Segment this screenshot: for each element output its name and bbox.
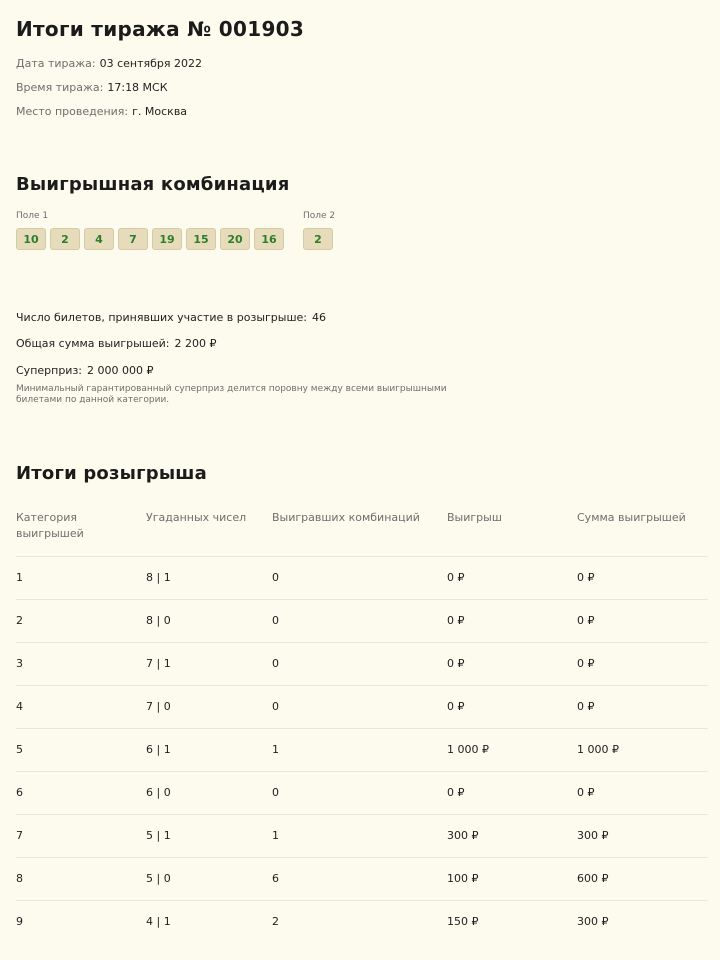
header-prize: Выигрыш [447, 511, 502, 524]
winning-combination-title: Выигрышная комбинация [16, 174, 290, 195]
prize-cell: 300 ₽ [447, 814, 577, 857]
field2-number-ball: 2 [303, 228, 333, 250]
total-cell: 0 ₽ [577, 771, 708, 814]
category-cell: 5 [16, 728, 146, 771]
tickets-value: 46 [312, 311, 327, 324]
category-cell: 4 [16, 685, 146, 728]
field1-number-ball: 16 [254, 228, 284, 250]
superprize-value: 2 000 000 ₽ [87, 364, 154, 377]
winning-combos-cell: 2 [272, 900, 447, 943]
field1-number-ball: 4 [84, 228, 114, 250]
winning-combos-cell: 0 [272, 556, 447, 599]
field1-number-ball: 7 [118, 228, 148, 250]
place-value: г. Москва [132, 105, 188, 118]
field1-label: Поле 1 [16, 211, 49, 221]
total-winnings-label: Общая сумма выигрышей: [16, 337, 170, 350]
prize-cell: 0 ₽ [447, 556, 577, 599]
matched-cell: 7 | 0 [146, 685, 272, 728]
winning-combos-cell: 1 [272, 728, 447, 771]
matched-cell: 6 | 1 [146, 728, 272, 771]
superprize-label: Суперприз: [16, 364, 83, 377]
matched-cell: 7 | 1 [146, 642, 272, 685]
tickets-label: Число билетов, принявших участие в розыгрыше: [16, 311, 308, 324]
category-cell: 9 [16, 900, 146, 943]
results-title: Итоги розыгрыша [16, 463, 207, 484]
table-row [16, 556, 708, 599]
matched-cell: 5 | 1 [146, 814, 272, 857]
field1-number-ball: 10 [16, 228, 46, 250]
winning-combos-cell: 1 [272, 814, 447, 857]
category-cell: 7 [16, 814, 146, 857]
field1-number-ball: 15 [186, 228, 216, 250]
place-row [16, 105, 187, 118]
tickets-stat [16, 311, 326, 324]
total-cell: 1 000 ₽ [577, 728, 708, 771]
field1-numbers [16, 228, 284, 250]
table-row [16, 728, 708, 771]
matched-cell: 5 | 0 [146, 857, 272, 900]
superprize-note: Минимальный гарантированный суперприз делится поровну между всеми выигрышными билетами по данной категории. [16, 384, 447, 405]
results-table [16, 510, 708, 943]
total-cell: 0 ₽ [577, 685, 708, 728]
table-row [16, 771, 708, 814]
header-category: Категория выигрышей [16, 511, 84, 540]
category-cell: 6 [16, 771, 146, 814]
table-row [16, 900, 708, 943]
results-header-row [16, 510, 708, 556]
draw-time-label: Время тиража: [16, 81, 104, 94]
field1-number-ball: 20 [220, 228, 250, 250]
matched-cell: 8 | 0 [146, 599, 272, 642]
table-row [16, 599, 708, 642]
matched-cell: 4 | 1 [146, 900, 272, 943]
winning-combos-cell: 0 [272, 642, 447, 685]
matched-cell: 8 | 1 [146, 556, 272, 599]
winning-combos-cell: 6 [272, 857, 447, 900]
field1-number-ball: 19 [152, 228, 182, 250]
prize-cell: 150 ₽ [447, 900, 577, 943]
total-cell: 0 ₽ [577, 556, 708, 599]
winning-combos-cell: 0 [272, 771, 447, 814]
superprize-stat [16, 364, 154, 377]
total-winnings-value: 2 200 ₽ [174, 337, 217, 350]
place-label: Место проведения: [16, 105, 129, 118]
header-total: Сумма выигрышей [577, 511, 686, 524]
draw-date-row [16, 57, 202, 70]
prize-cell: 0 ₽ [447, 642, 577, 685]
total-cell: 300 ₽ [577, 900, 708, 943]
field1-number-ball: 2 [50, 228, 80, 250]
winning-combos-cell: 0 [272, 599, 447, 642]
prize-cell: 100 ₽ [447, 857, 577, 900]
page-title: Итоги тиража № 001903 [16, 17, 305, 41]
field2-label: Поле 2 [303, 211, 336, 221]
matched-cell: 6 | 0 [146, 771, 272, 814]
table-row [16, 857, 708, 900]
prize-cell: 0 ₽ [447, 771, 577, 814]
category-cell: 3 [16, 642, 146, 685]
draw-time-row [16, 81, 168, 94]
prize-cell: 0 ₽ [447, 599, 577, 642]
winning-combos-cell: 0 [272, 685, 447, 728]
header-winning-combos: Выигравших комбинаций [272, 511, 420, 524]
draw-date-label: Дата тиража: [16, 57, 96, 70]
draw-date-value: 03 сентября 2022 [99, 57, 203, 70]
prize-cell: 1 000 ₽ [447, 728, 577, 771]
total-cell: 0 ₽ [577, 599, 708, 642]
table-row [16, 814, 708, 857]
total-cell: 0 ₽ [577, 642, 708, 685]
total-cell: 600 ₽ [577, 857, 708, 900]
prize-cell: 0 ₽ [447, 685, 577, 728]
total-winnings-stat [16, 337, 217, 350]
table-row [16, 685, 708, 728]
table-row [16, 642, 708, 685]
category-cell: 1 [16, 556, 146, 599]
total-cell: 300 ₽ [577, 814, 708, 857]
category-cell: 2 [16, 599, 146, 642]
header-matched: Угаданных чисел [146, 511, 247, 524]
category-cell: 8 [16, 857, 146, 900]
field2-numbers [303, 228, 333, 250]
draw-time-value: 17:18 МСК [107, 81, 168, 94]
